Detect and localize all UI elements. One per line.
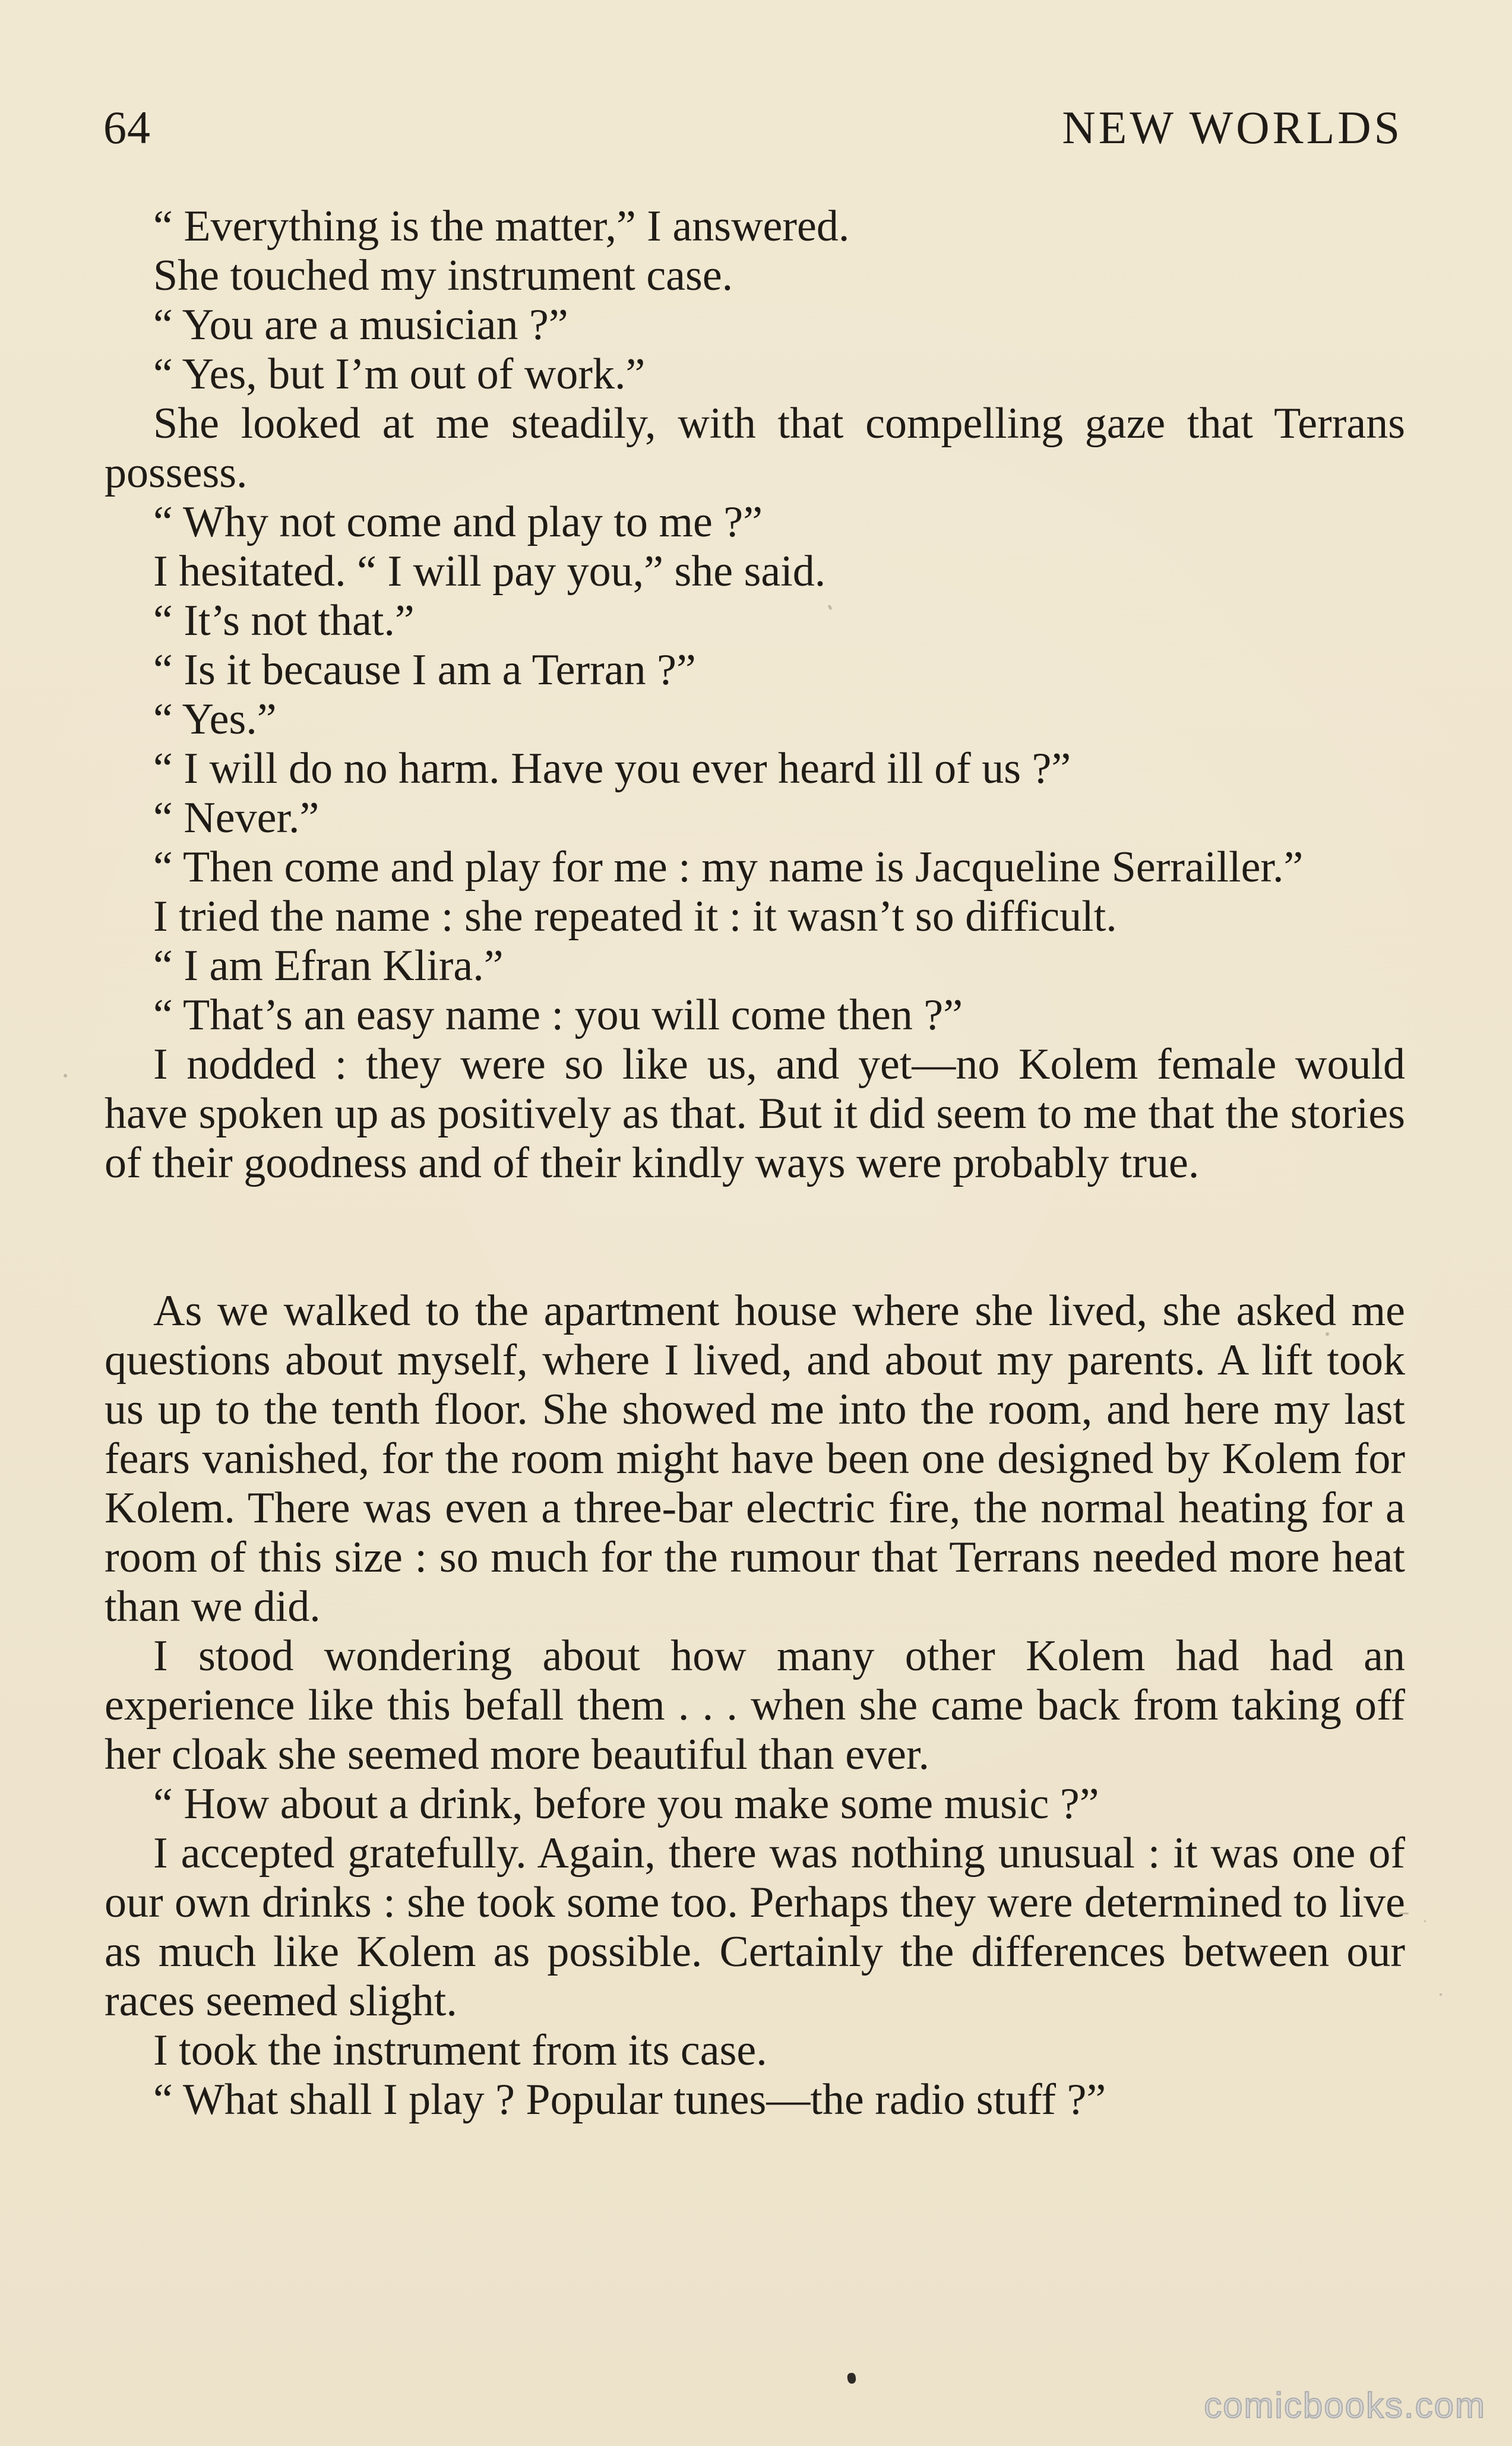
paragraph: “ Yes.” (153, 695, 277, 744)
paragraph: I hesitated. “ I will pay you,” she said. (153, 547, 826, 596)
page-number: 64 (103, 102, 151, 153)
paragraph: “ Never.” (153, 794, 320, 842)
page-ornament (847, 2372, 856, 2384)
scene-break (105, 1188, 1405, 1287)
paragraph: She looked at me steadily, with that compelling gaze that Terrans possess. (105, 399, 1405, 497)
paragraph: “ Why not come and play to me ?” (153, 498, 763, 546)
paragraph: “ What shall I play ? Popular tunes—the radio stuff ?” (153, 2075, 1106, 2124)
running-head: NEW WORLDS (1062, 102, 1403, 153)
paper-speck (1399, 1913, 1409, 1914)
paper-speck (64, 1074, 67, 1077)
paragraph: As we walked to the apartment house where she lived, she asked me questions about myself, where I lived, and about my parents. A lift took us up to the tenth floor. She showed me into the room, and here my last fears vanished, for the room might have been one designed by Kolem for Kolem. There was even a three-bar electric fire, the normal heating for a room of this size : so much for the rumour that Terrans needed more heat than we did. (105, 1287, 1405, 1631)
paragraph: I stood wondering about how many other Kolem had had an experience like this befall them . . . when she came back from taking off her cloak she seemed more beautiful than ever. (105, 1632, 1405, 1779)
paragraph: She touched my instrument case. (153, 251, 733, 300)
paragraph: “ Is it because I am a Terran ?” (153, 646, 696, 694)
paragraph: “ It’s not that.” (153, 596, 415, 645)
paragraph: “ Everything is the matter,” I answered. (153, 202, 850, 251)
paragraph: “ That’s an easy name : you will come then ?” (153, 991, 963, 1039)
paragraph: “ I am Efran Klira.” (153, 941, 504, 990)
paragraph: “ Then come and play for me : my name is Jacqueline Serrailler.” (153, 843, 1304, 892)
page-header (103, 102, 1403, 158)
paragraph: I took the instrument from its case. (153, 2026, 767, 2075)
watermark-logo: comicbooks.com (1204, 2385, 1486, 2425)
paragraph: I nodded : they were so like us, and yet—no Kolem female would have spoken up as positively as that. But it did seem to me that the stories of their goodness and of their kindly ways were probably true. (105, 1040, 1405, 1187)
paper-speck (1424, 1920, 1426, 1922)
paragraph: I accepted gratefully. Again, there was nothing unusual : it was one of our own drinks : she took some too. Perhaps they were determined to live as much like Kolem as possible. Certainly the differences between our races seemed slight. (105, 1829, 1405, 2025)
paper-speck (1326, 1332, 1329, 1336)
paragraph: I tried the name : she repeated it : it wasn’t so difficult. (153, 892, 1117, 941)
paragraph: “ I will do no harm. Have you ever heard ill of us ?” (153, 744, 1071, 793)
story-text (105, 202, 1405, 2125)
paragraph: “ Yes, but I’m out of work.” (153, 350, 646, 399)
paragraph: “ You are a musician ?” (153, 301, 568, 349)
paper-speck (1440, 1993, 1442, 1996)
paragraph: “ How about a drink, before you make some music ?” (153, 1780, 1099, 1828)
